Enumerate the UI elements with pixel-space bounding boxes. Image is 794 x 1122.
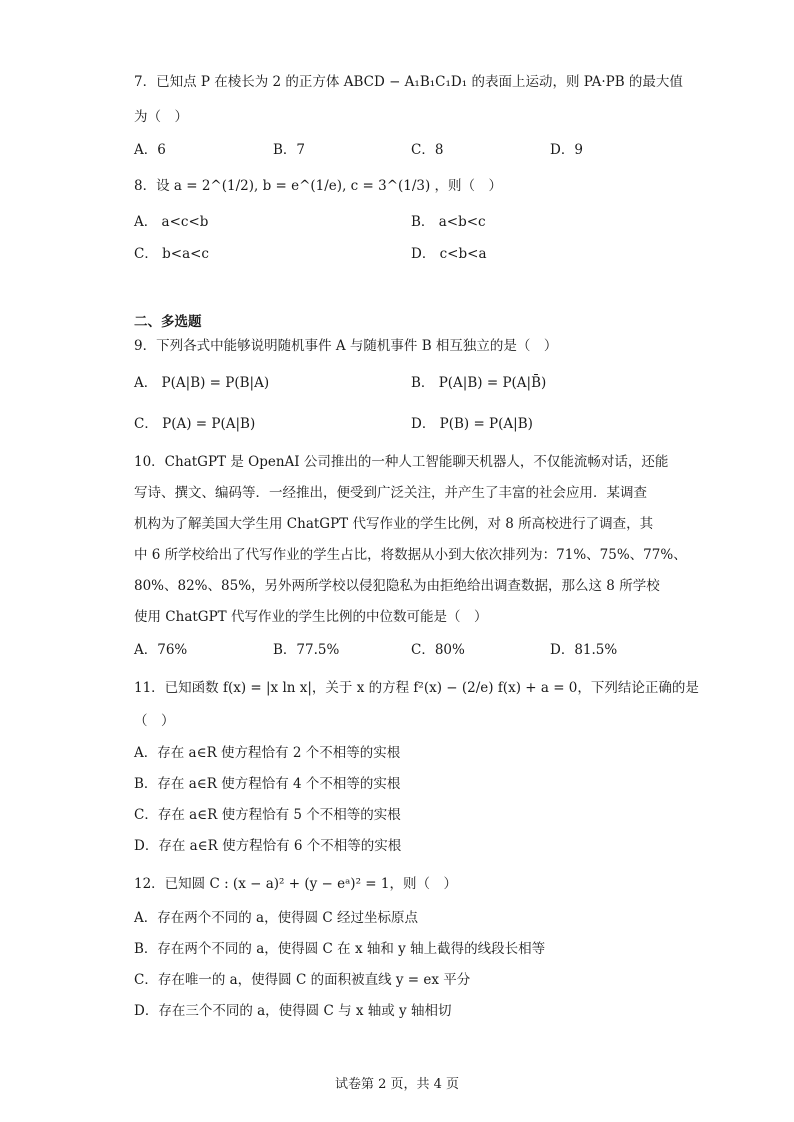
q10-stem-line5: 80%、82%、85%，另外两所学校以侵犯隐私为由拒绝给出调查数据，那么这 8 所学校: [134, 578, 660, 594]
q9-option-a: A． P(A|B) = P(B|A): [134, 375, 270, 391]
q10-stem-line3: 机构为了解美国大学生用 ChatGPT 代写作业的学生比例，对 8 所高校进行了调查，其: [134, 516, 654, 532]
q8-option-b: B． a<b<c: [411, 214, 486, 230]
q8-option-a: A． a<c<b: [134, 214, 209, 230]
q11-option-c: C．存在 a∈R 使方程恰有 5 个不相等的实根: [134, 807, 401, 823]
q7-option-c: C．8: [411, 142, 444, 158]
q12-option-b: B．存在两个不同的 a，使得圆 C 在 x 轴和 y 轴上截得的线段长相等: [134, 941, 546, 957]
q11-stem-line1: 11．已知函数 f(x) = |x ln x|，关于 x 的方程 f²(x) − (2/e) f(x) + a = 0，下列结论正确的是: [134, 680, 699, 696]
q7-option-b: B．7: [273, 142, 306, 158]
q10-stem-line2: 写诗、撰文、编码等．一经推出，便受到广泛关注，并产生了丰富的社会应用．某调查: [134, 485, 647, 501]
q12-option-c: C．存在唯一的 a，使得圆 C 的面积被直线 y = ex 平分: [134, 972, 471, 988]
q10-stem-line1: 10．ChatGPT 是 OpenAI 公司推出的一种人工智能聊天机器人，不仅能流畅对话，还能: [134, 454, 669, 470]
q8-option-c: C． b<a<c: [134, 246, 209, 262]
q11-stem-line2: （ ）: [134, 713, 175, 729]
q11-option-a: A．存在 a∈R 使方程恰有 2 个不相等的实根: [134, 745, 401, 761]
q12-option-a: A．存在两个不同的 a，使得圆 C 经过坐标原点: [134, 910, 419, 926]
q9-option-d: D． P(B) = P(A|B): [411, 416, 533, 432]
q7-stem-line1: 7．已知点 P 在棱长为 2 的正方体 ABCD − A₁B₁C₁D₁ 的表面上运动，则 PA·PB 的最大值: [134, 74, 683, 90]
q9-stem: 9．下列各式中能够说明随机事件 A 与随机事件 B 相互独立的是（ ）: [134, 338, 558, 354]
q7-stem-line2: 为（ ）: [134, 109, 188, 125]
q7-option-a: A．6: [134, 142, 166, 158]
q7-option-d: D．9: [550, 142, 583, 158]
q10-stem-line4: 中 6 所学校给出了代写作业的学生占比，将数据从小到大依次排列为：71%、75%、77%、: [134, 547, 687, 563]
section-title-multiple-choice: 二、多选题: [134, 314, 202, 330]
q8-stem: 8．设 a = 2^(1/2), b = e^(1/e), c = 3^(1/3) ，则（ ）: [134, 178, 503, 194]
q12-stem: 12．已知圆 C : (x − a)² + (y − eᵃ)² = 1，则（ ）: [134, 876, 457, 892]
q9-option-c: C． P(A) = P(A|B): [134, 416, 256, 432]
q10-option-a: A．76%: [134, 642, 188, 658]
q10-stem-line6: 使用 ChatGPT 代写作业的学生比例的中位数可能是（ ）: [134, 609, 488, 625]
q8-option-d: D． c<b<a: [411, 246, 487, 262]
q10-option-c: C．80%: [411, 642, 465, 658]
q10-option-d: D．81.5%: [550, 642, 618, 658]
q11-option-d: D．存在 a∈R 使方程恰有 6 个不相等的实根: [134, 838, 402, 854]
q11-option-b: B．存在 a∈R 使方程恰有 4 个不相等的实根: [134, 776, 401, 792]
q12-option-d: D．存在三个不同的 a，使得圆 C 与 x 轴或 y 轴相切: [134, 1003, 452, 1019]
q9-option-b: B． P(A|B) = P(A|B̄): [411, 375, 547, 391]
q10-option-b: B．77.5%: [273, 642, 340, 658]
page-footer: 试卷第 2 页，共 4 页: [334, 1077, 460, 1092]
